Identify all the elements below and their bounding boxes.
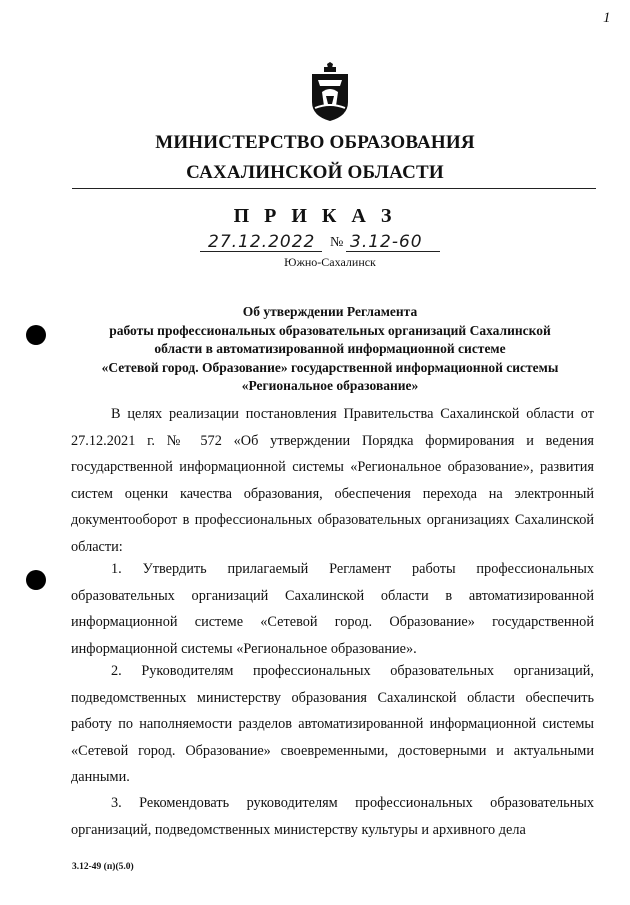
paragraph-item-3: 3. Рекомендовать руководителям профессиональных образовательных организаций, подведомственных министерству культуры и архивного дела [71,795,594,838]
subject-line: работы профессиональных образовательных организаций Сахалинской [109,322,551,338]
number-sign: № [330,235,344,250]
paragraph-preamble: В целях реализации постановления Правительства Сахалинской области от 27.12.2021 г. № 572 «Об утверждении Порядка формирования и ведения государственной информационной системы «Региональное образование», развития систем оценки качества образования, обеспечения перехода на электронный документооборот в профессиональных образовательных организациях Сахалинской области: [71,406,594,555]
order-date: 27.12.2022 [208,232,316,252]
subject-line: «Сетевой город. Образование» государственной информационной системы [101,359,559,375]
page-number: 1 [603,10,611,26]
punch-hole [26,325,46,345]
order-date-number-line [200,232,440,254]
ministry-name-line2: САХАЛИНСКОЙ ОБЛАСТИ [186,162,444,183]
paragraph-item-1: 1. Утвердить прилагаемый Регламент работы профессиональных образовательных организаций Сахалинской области в автоматизированной информационной системе «Сетевой город. Образование» государственной информационной системы «Региональное образование». [71,561,594,657]
coat-of-arms-emblem [310,62,350,122]
punch-hole [26,570,46,590]
order-title: П Р И К А З [233,205,397,227]
city: Южно-Сахалинск [284,255,376,269]
subject-line: Об утверждении Регламента [242,304,418,319]
order-number: 3.12-60 [350,232,423,252]
subject-line: области в автоматизированной информационной системе [154,341,506,357]
header-divider [72,188,596,189]
ministry-name-line1: МИНИСТЕРСТВО ОБРАЗОВАНИЯ [155,132,475,153]
footer-code: 3.12-49 (п)(5.0) [72,862,134,872]
subject-line: «Региональное образование» [241,378,419,394]
paragraph-item-2: 2. Руководителям профессиональных образовательных организаций, подведомственных министерству образования Сахалинской области обеспечить работу по наполняемости разделов автоматизированной информационной системы «Сетевой город. Образование» своевременными, достоверными и актуальными данными. [71,663,594,785]
order-subject [60,303,600,396]
